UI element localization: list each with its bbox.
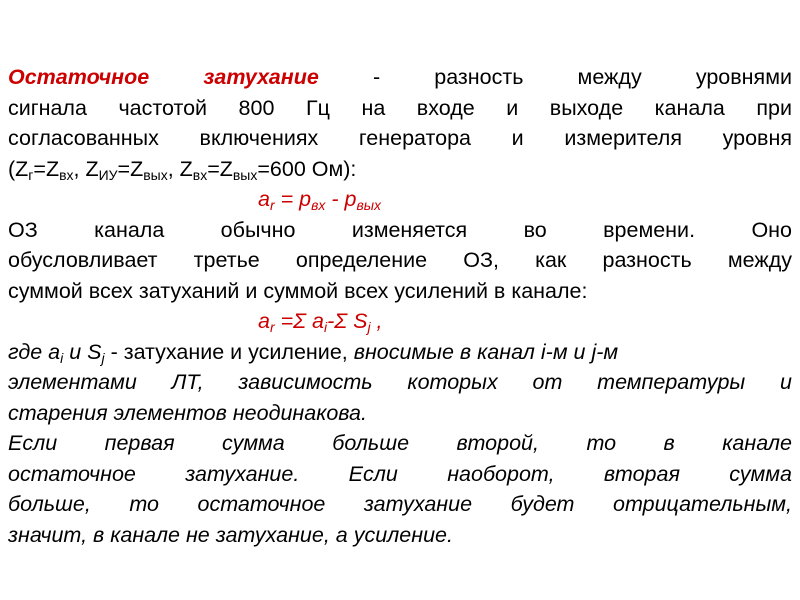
p2-line-2: обусловливает третье определение ОЗ, как разность между [8,248,792,272]
slide-text [8,62,792,550]
p4-line-3: больше, то остаточное затухание будет отрицательным, [8,492,792,516]
definition-text: - разность между уровнями [318,65,792,89]
p3-line-3: старения элементов неодинакова. [8,400,367,425]
formula-level-difference: $a_r = p_{вх} - p_{вых}$ [258,187,382,213]
p1-line-2: сигнала частотой 800 Гц на входе и выходе канала при [8,95,792,120]
p1-line-3: согласованных включениях генератора и измерителя уровня [8,126,792,150]
p4-line-1: Если первая сумма больше второй, то в канале [8,431,792,455]
formula-sum-difference: $a_r =\Sigma$ $a_i-\Sigma$ $S_j$ , [258,309,383,335]
term-residual-attenuation: Остаточное затухание [8,65,319,89]
p4-line-4: значит, в канале не затухание, а усиление. [8,522,453,547]
impedance-conditions: ($Z_г=Z_{вх}$, $Z_{ИУ}=Z_{вых}$, $Z_{вх}=Z_{вых}=600$ Ом): [8,156,357,183]
p3-line-2: элементами ЛТ, зависимость которых от температуры и [8,370,792,394]
p4-line-2: остаточное затухание. Если наоборот, вторая сумма [8,461,792,486]
p2-line-3: суммой всех затуханий и суммой всех усилений в канале: [8,278,588,303]
p1-line-1 [8,62,792,93]
p3-line-1: где $a_i$ и $S_j$ - затухание и усиление, вносимые в канал i-м и j-м [8,339,619,366]
p2-line-1: ОЗ канала обычно изменяется во времени. Оно [8,217,792,242]
